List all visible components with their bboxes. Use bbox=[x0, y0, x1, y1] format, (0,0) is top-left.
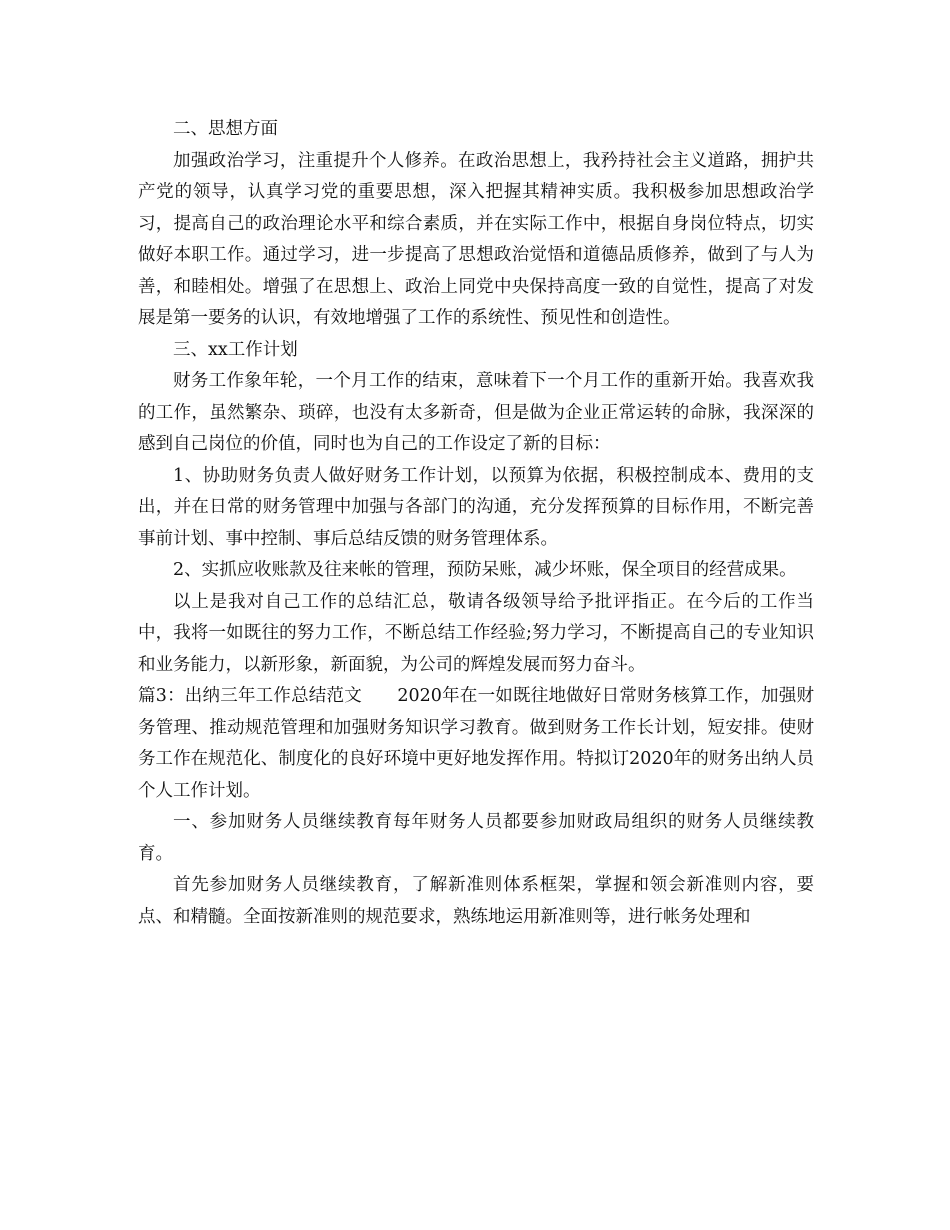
paragraph-item-1: 1、协助财务负责人做好财务工作计划，以预算为依据，积极控制成本、费用的支出，并在日常的财务管理中加强与各部门的沟通，充分发挥预算的目标作用，不断完善事前计划、事中控制、事后总结反馈的财务管理体系。 bbox=[138, 465, 814, 549]
document-body bbox=[138, 114, 814, 933]
paragraph-new-standards: 首先参加财务人员继续教育，了解新准则体系框架，掌握和领会新准则内容，要点、和精髓。全面按新准则的规范要求，熟练地运用新准则等，进行帐务处理和 bbox=[138, 875, 814, 927]
paragraph-political-study: 加强政治学习，注重提升个人修养。在政治思想上，我矜持社会主义道路，拥护共产党的领导，认真学习党的重要思想，深入把握其精神实质。我积极参加思想政治学习，提高自己的政治理论水平和综合素质，并在实际工作中，根据自身岗位特点，切实做好本职工作。通过学习，进一步提高了思想政治觉悟和道德品质修养，做到了与人为善，和睦相处。增强了在思想上、政治上同党中央保持高度一致的自觉性，提高了对发展是第一要务的认识，有效地增强了工作的系统性、预见性和创造性。 bbox=[138, 150, 814, 328]
paragraph-finance-intro: 财务工作象年轮，一个月工作的结束，意味着下一个月工作的重新开始。我喜欢我的工作，虽然繁杂、琐碎，也没有太多新奇，但是做为企业正常运转的命脉，我深深的感到自己岗位的价值，同时也为自己的工作设定了新的目标： bbox=[138, 371, 814, 454]
section-heading-work-plan: 三、xx工作计划 bbox=[173, 339, 298, 360]
section-heading-ideology: 二、思想方面 bbox=[173, 119, 278, 139]
paragraph-item-2: 2、实抓应收账款及往来帐的管理，预防呆账，减少坏账，保全项目的经营成果。 bbox=[173, 560, 797, 580]
paragraph-article-3: 篇3：出纳三年工作总结范文 2020年在一如既往地做好日常财务核算工作，加强财务管理、推动规范管理和加强财务知识学习教育。做到财务工作长计划，短安排。使财务工作在规范化、制度化的良好环境中更好地发挥作用。特拟订2020年的财务出纳人员个人工作计划。 bbox=[138, 686, 814, 801]
paragraph-continuing-education: 一、参加财务人员继续教育每年财务人员都要参加财政局组织的财务人员继续教育。 bbox=[138, 812, 814, 864]
paragraph-conclusion: 以上是我对自己工作的总结汇总，敬请各级领导给予批评指正。在今后的工作当中，我将一如既往的努力工作，不断总结工作经验;努力学习，不断提高自己的专业知识和业务能力，以新形象，新面貌，为公司的辉煌发展而努力奋斗。 bbox=[138, 591, 814, 675]
